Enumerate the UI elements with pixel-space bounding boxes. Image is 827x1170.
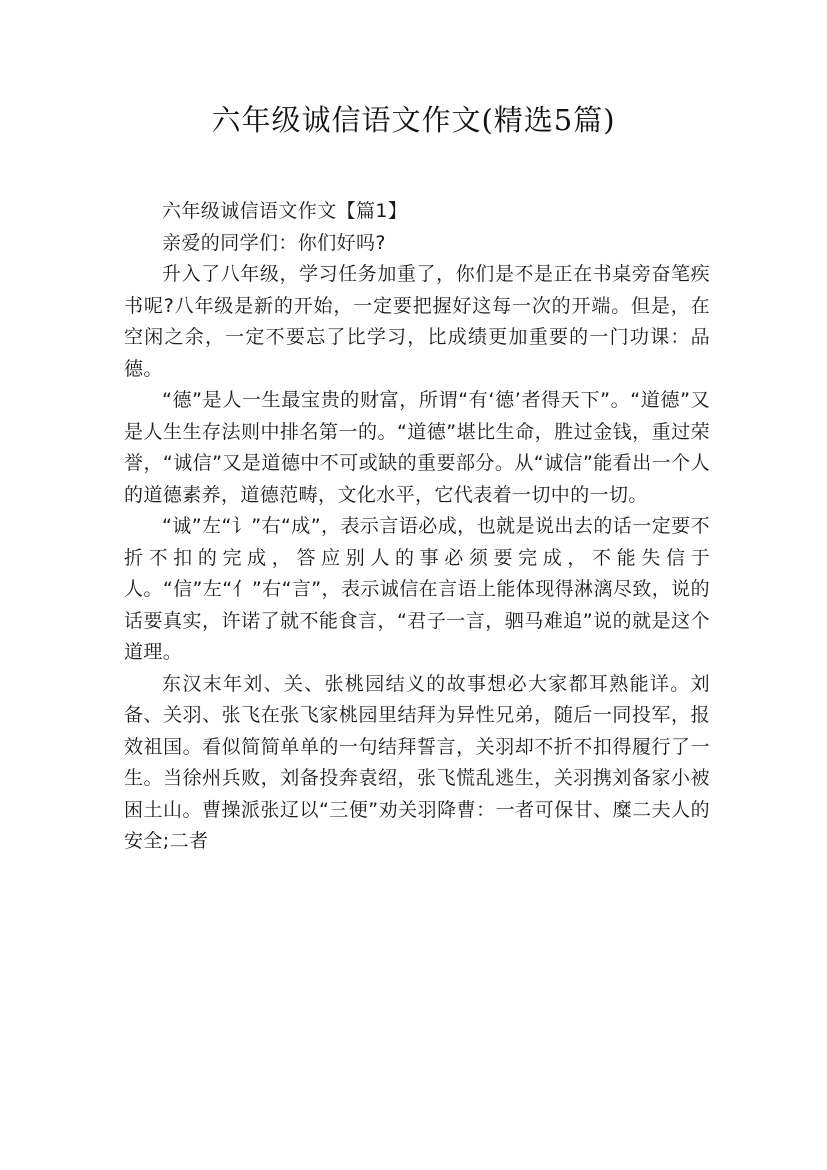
paragraph: 亲爱的同学们：你们好吗? bbox=[162, 231, 386, 254]
paragraph: “诚”左“讠”右“成”，表示言语必成，也就是说出去的话一定要不折不扣的完成，答应别人的事必须要完成，不能失信于人。“信”左“亻”右“言”，表示诚信在言语上能体现得淋漓尽致，说的话要真实，许诺了就不能食言，“君子一言，驷马难追”说的就是这个道理。 bbox=[124, 515, 710, 663]
paragraph: 东汉末年刘、关、张桃园结义的故事想必大家都耳熟能详。刘备、关羽、张飞在张飞家桃园里结拜为异性兄弟，随后一同投军，报效祖国。看似简简单单的一句结拜誓言，关羽却不折不扣得履行了一生。当徐州兵败，刘备投奔袁绍，张飞慌乱逃生，关羽携刘备家小被困土山。曹操派张辽以“三便”劝关羽降曹：一者可保甘、糜二夫人的安全;二者 bbox=[124, 672, 710, 852]
document-body bbox=[124, 196, 710, 858]
section-heading: 六年级诚信语文作文【篇1】 bbox=[162, 200, 408, 222]
paragraph: 升入了八年级，学习任务加重了，你们是不是正在书桌旁奋笔疾书呢?八年级是新的开始，一定要把握好这每一次的开端。但是，在空闲之余，一定不要忘了比学习，比成绩更加重要的一门功课：品德。 bbox=[124, 263, 710, 380]
document-title: 六年级诚信语文作文(精选5篇) bbox=[211, 103, 616, 137]
paragraph: “德”是人一生最宝贵的财富，所谓“有‘德’者得天下”。“道德”又是人生生存法则中排名第一的。“道德”堪比生命，胜过金钱，重过荣誉，“诚信”又是道德中不可或缺的重要部分。从“诚信”能看出一个人的道德素养，道德范畴，文化水平，它代表着一切中的一切。 bbox=[124, 389, 710, 506]
